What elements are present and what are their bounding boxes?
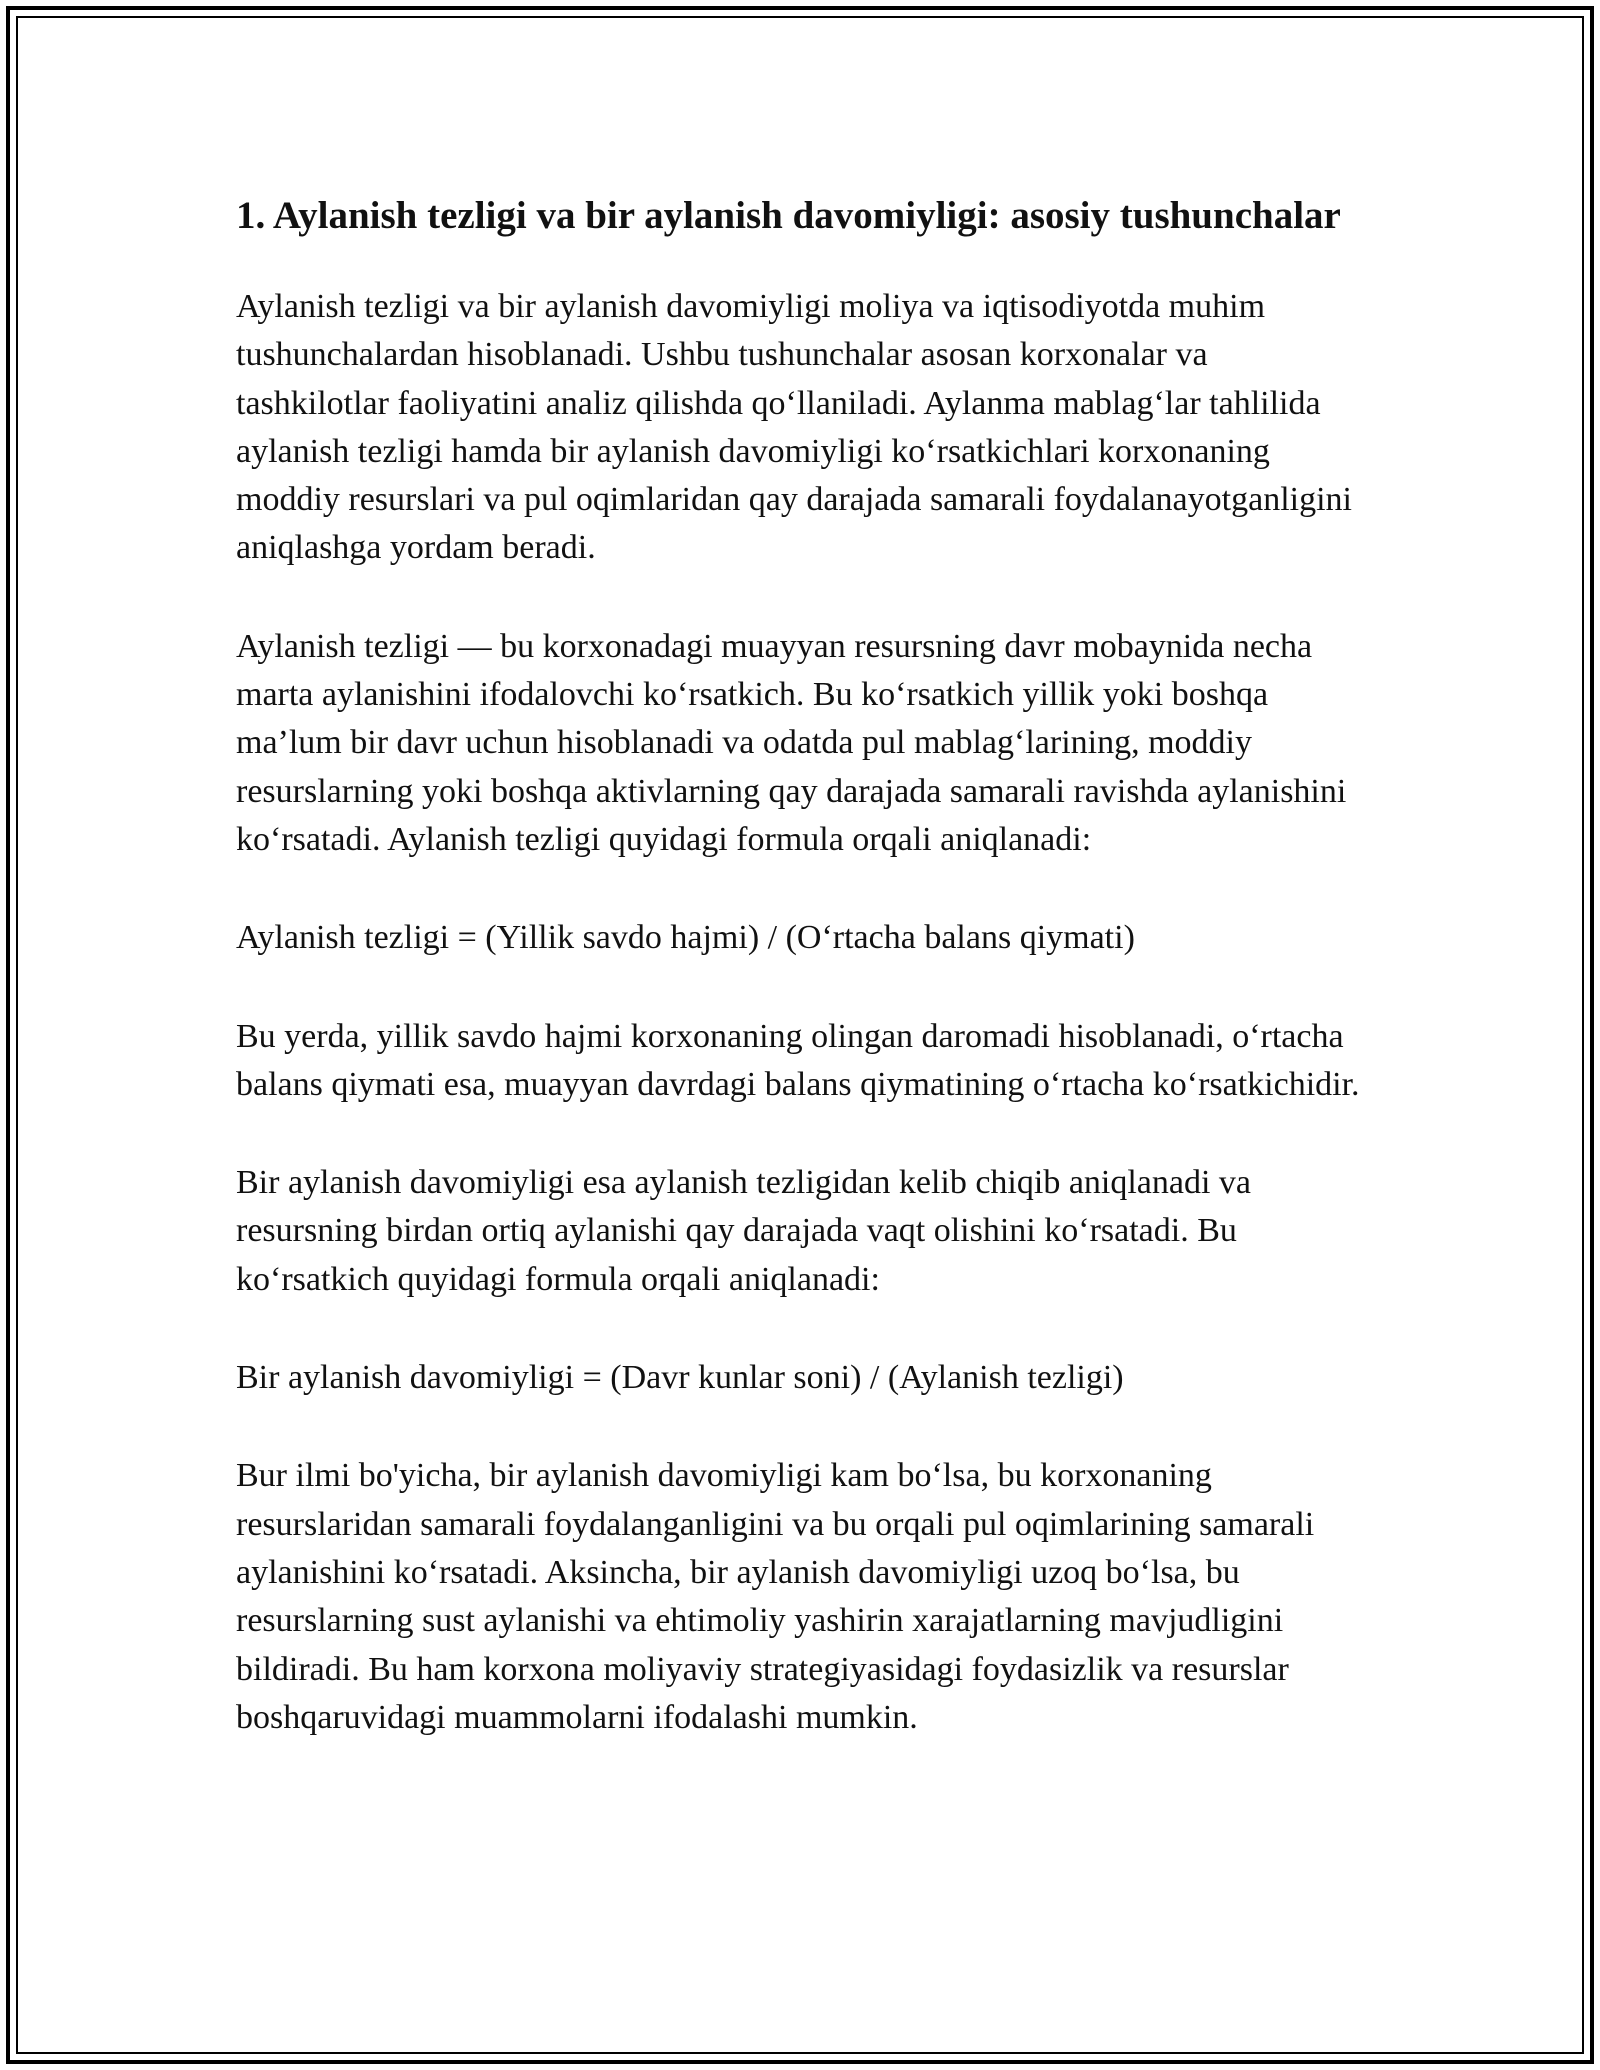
- paragraph-duration-definition: Bir aylanish davomiyligi esa aylanish tezligidan kelib chiqib aniqlanadi va resursning birdan ortiq aylanishi qay darajada vaqt olishini ko‘rsatadi. Bu ko‘rsatkich quyidagi formula orqali aniqlanadi:: [236, 1164, 1252, 1298]
- formula-turnover-rate: Aylanish tezligi = (Yillik savdo hajmi) / (O‘rtacha balans qiymati): [236, 919, 1135, 957]
- formula-turnover-duration: Bir aylanish davomiyligi = (Davr kunlar soni) / (Aylanish tezligi): [236, 1359, 1124, 1397]
- document-body: [236, 188, 1366, 1792]
- paragraph-intro: Aylanish tezligi va bir aylanish davomiyligi moliya va iqtisodiyotda muhim tushunchalardan hisoblanadi. Ushbu tushunchalar asosan korxonalar va tashkilotlar faoliyatini analiz qilishda qo‘llaniladi. Aylanma mablag‘lar tahlilida aylanish tezligi hamda bir aylanish davomiyligi ko‘rsatkichlari korxonaning moddiy resurslari va pul oqimlaridan qay darajada samarali foydalanayotganligini aniqlashga yordam beradi.: [236, 288, 1352, 567]
- section-heading: 1. Aylanish tezligi va bir aylanish davomiyligi: asosiy tushunchalar: [236, 194, 1341, 237]
- paragraph-turnover-definition: Aylanish tezligi — bu korxonadagi muayyan resursning davr mobaynida necha marta aylanishini ifodalovchi ko‘rsatkich. Bu ko‘rsatkich yillik yoki boshqa ma’lum bir davr uchun hisoblanadi va odatda pul mablag‘larining, moddiy resurslarning yoki boshqa aktivlarning qay darajada samarali ravishda aylanishini ko‘rsatadi. Aylanish tezligi quyidagi formula orqali aniqlanadi:: [236, 627, 1347, 858]
- paragraph-formula-explanation: Bu yerda, yillik savdo hajmi korxonaning olingan daromadi hisoblanadi, o‘rtacha balans qiymati esa, muayyan davrdagi balans qiymatining o‘rtacha ko‘rsatkichidir.: [236, 1017, 1360, 1103]
- paragraph-conclusion: Bur ilmi bo'yicha, bir aylanish davomiyligi kam bo‘lsa, bu korxonaning resurslaridan samarali foydalanganligini va bu orqali pul oqimlarining samarali aylanishini ko‘rsatadi. Aksincha, bir aylanish davomiyligi uzoq bo‘lsa, bu resurslarning sust aylanishi va ehtimoliy yashirin xarajatlarning mavjudligini bildiradi. Bu ham korxona moliyaviy strategiyasidagi foydasizlik va resurslar boshqaruvidagi muammolarni ifodalashi mumkin.: [236, 1457, 1315, 1736]
